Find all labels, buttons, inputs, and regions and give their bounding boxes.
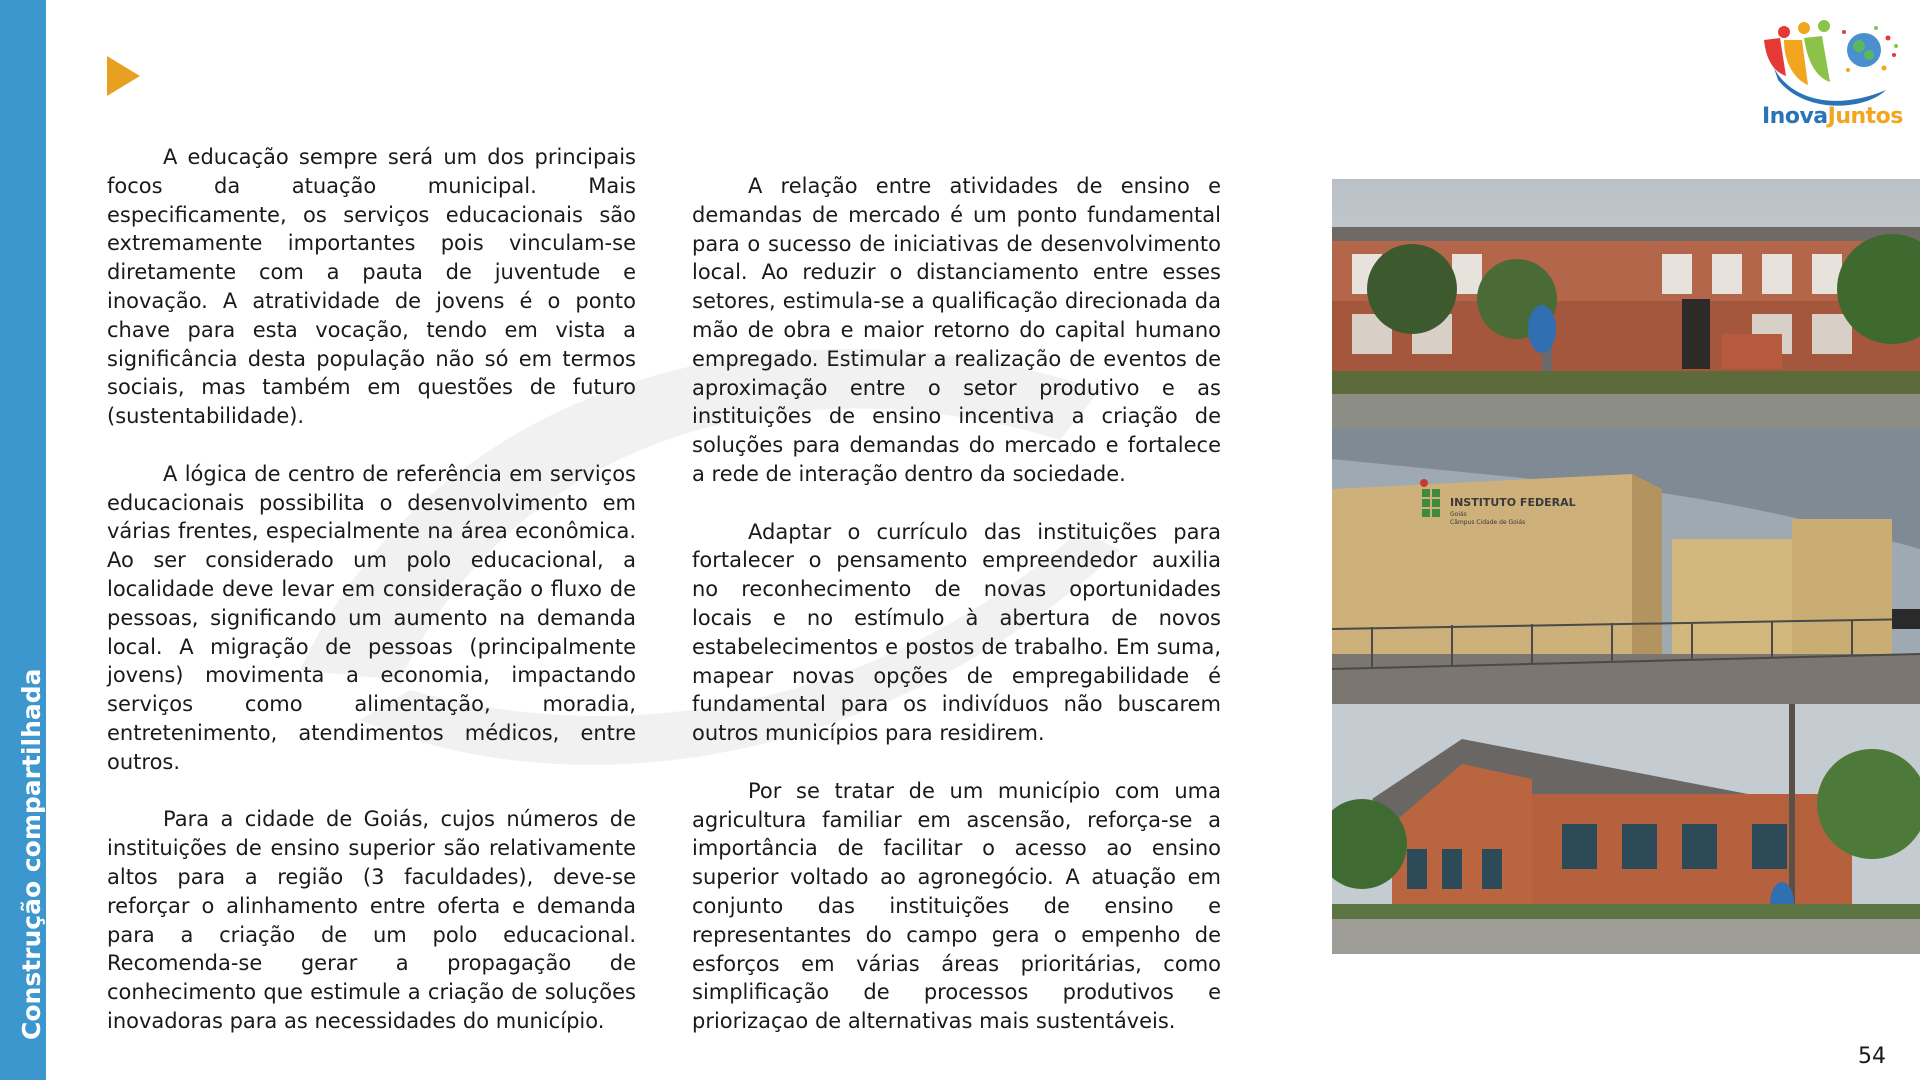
section-arrow-icon <box>107 56 140 96</box>
sidebar-section-title: Construção compartilhada <box>17 668 46 1040</box>
page-number: 54 <box>1858 1044 1886 1069</box>
sign-line-3: Câmpus Cidade de Goiás <box>1450 519 1526 526</box>
school-building-photo <box>1332 179 1920 429</box>
paragraph: A lógica de centro de referência em serviços educacionais possibilita o desenvolvimento em várias frentes, especialmente na área econômica. Ao ser considerado um polo educacional, a localidade deve levar em consideração o fluxo de pessoas, significando um aumento na demanda local. A migração de pessoas (principalmente jovens) movimenta a economia, impactando serviços como alimentação, moradia, entretenimento, atendimentos médicos, entre outros. <box>107 461 636 774</box>
campus-building-photo <box>1332 704 1920 954</box>
sign-line-2: Goiás <box>1450 511 1467 518</box>
logo-wordmark <box>1762 104 1903 129</box>
logo-word-1: Inova <box>1762 104 1828 129</box>
right-text-column <box>692 172 1221 1065</box>
left-text-column <box>107 143 636 1065</box>
instituto-federal-photo <box>1332 429 1920 704</box>
sign-line-1: INSTITUTO FEDERAL <box>1450 496 1576 509</box>
paragraph: A educação sempre será um dos principais focos da atuação municipal. Mais especificamente, os serviços educacionais são extremamente importantes pois vinculam-se diretamente com a pauta de juventude e inovação. A atratividade de jovens é o ponto chave para esta vocação, tendo em vista a significância desta população não só em termos sociais, mas também em questões de futuro (sustentabilidade). <box>107 145 636 429</box>
paragraph: Para a cidade de Goiás, cujos números de instituições de ensino superior são relativamente altos para a região (3 faculdades), deve-se reforçar o alinhamento entre oferta e demanda para a criação de um polo educacional. Recomenda-se gerar a propagação de conhecimento que estimule a criação de soluções inovadoras para as necessidades do município. <box>107 807 636 1033</box>
paragraph: A relação entre atividades de ensino e demandas de mercado é um ponto fundamental para o sucesso de iniciativas de desenvolvimento local. Ao reduzir o distanciamento entre esses setores, estimula-se a qualificação direcionada da mão de obra e maior retorno do capital humano empregado. Estimular a realização de eventos de aproximação entre o setor produtivo e as instituições de ensino incentiva a criação de soluções para demandas do mercado e fortalece a rede de interação dentro da sociedade. <box>692 174 1221 486</box>
logo-word-2: Juntos <box>1827 104 1903 129</box>
sidebar-band <box>0 0 46 1080</box>
paragraph: Adaptar o currículo das instituições para fortalecer o pensamento empreendedor auxilia no reconhecimento de novas oportunidades locais e no estímulo à abertura de novos estabelecimentos e postos de trabalho. Em suma, mapear novas opções de empregabilidade é fundamental para os indivíduos não buscarem outros municípios para residirem. <box>692 519 1221 746</box>
photo-collage <box>1332 179 1920 954</box>
paragraph: Por se tratar de um município com uma agricultura familiar em ascensão, reforça-se a importância de facilitar o acesso ao ensino superior voltado ao agronegócio. A atuação em conjunto das instituições de ensino e representantes do campo gera o empenho de esforços em várias áreas prioritárias, como simplificação de processos produtivos e priorizaçao de alternativas mais sustentáveis. <box>692 778 1221 1034</box>
